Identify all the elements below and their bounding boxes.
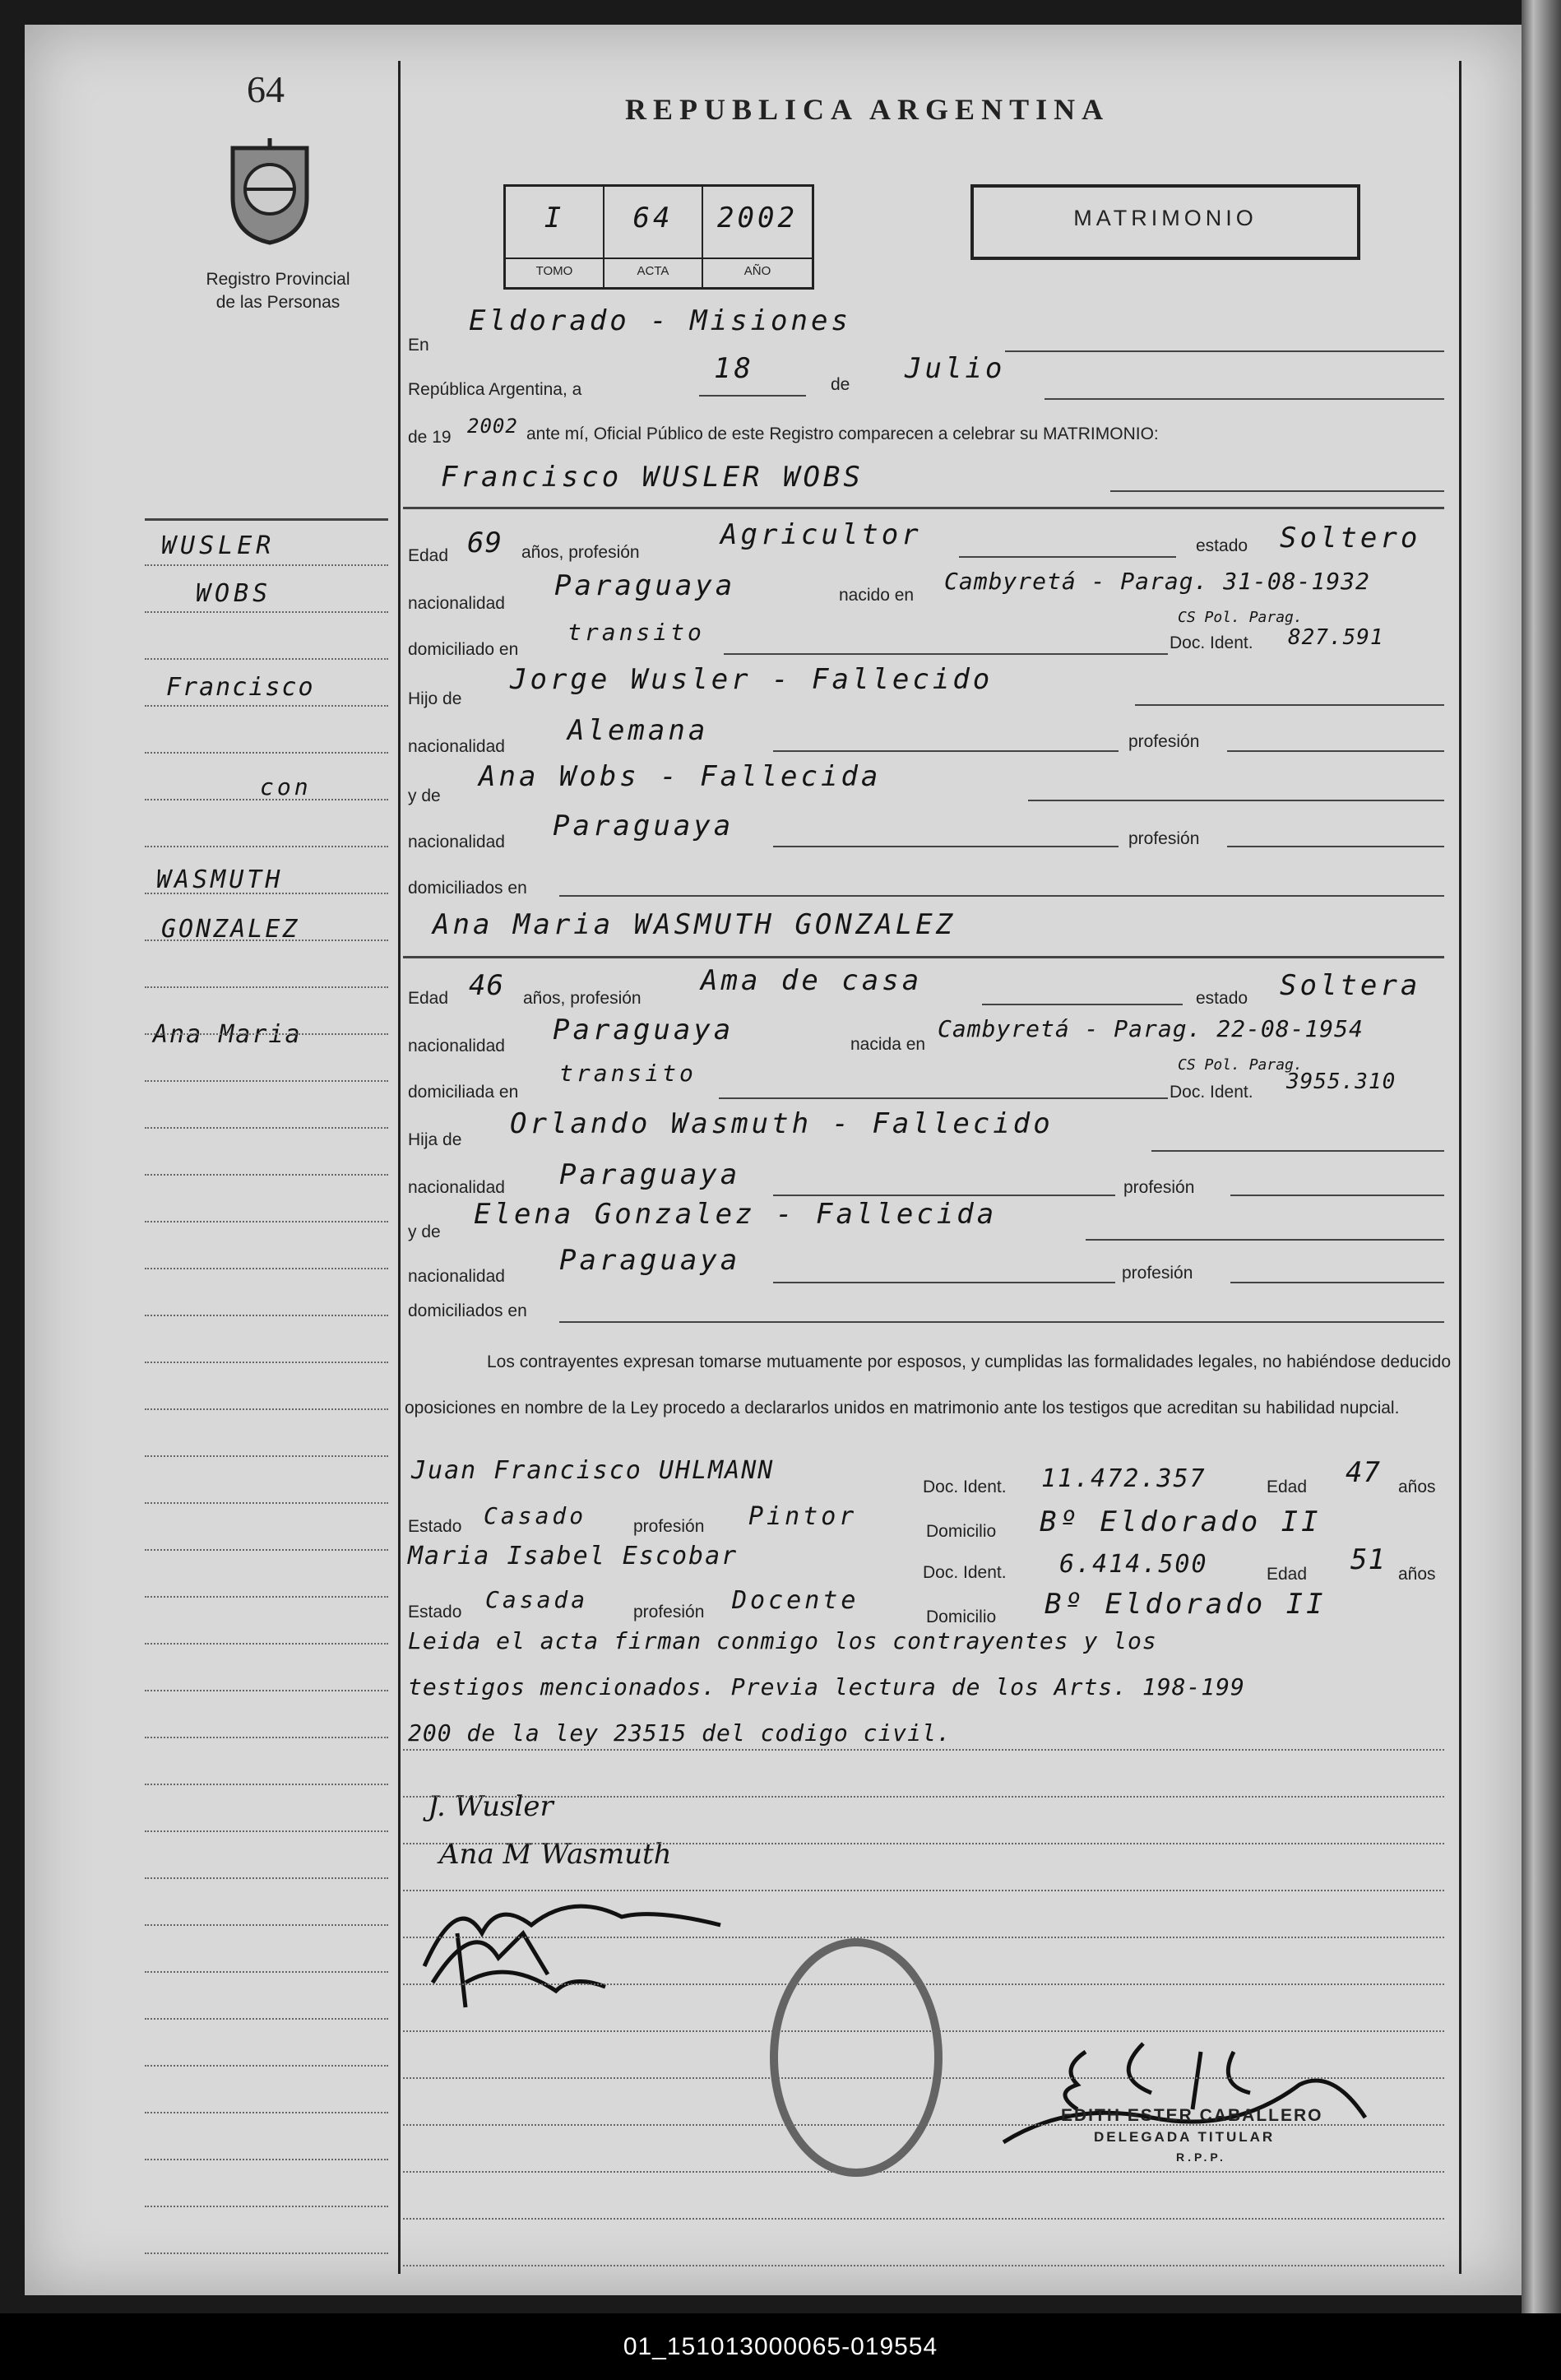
bride-doc: 3955.310 [1286, 1069, 1397, 1094]
bride-birthplace: Cambyretá - Parag. 22-08-1954 [938, 1015, 1364, 1042]
bride-nationality: Paraguaya [553, 1014, 734, 1046]
bride-mother-nationality: Paraguaya [559, 1244, 741, 1277]
image-code: 01_151013000065-019554 [623, 2333, 938, 2360]
witness1-doc: 11.472.357 [1041, 1464, 1207, 1493]
edad-label: Edad [1267, 1478, 1308, 1496]
groom-father: Jorge Wusler - Fallecido [510, 663, 994, 696]
profesion-label: profesión [633, 1603, 705, 1621]
bride-domicile: transito [559, 1060, 697, 1087]
estado-label: Estado [408, 1603, 462, 1621]
register-page [25, 25, 1522, 2295]
domiciliado-label: domiciliado en [408, 640, 519, 659]
ruled-line [403, 1843, 1444, 1844]
act-reference-table [503, 184, 814, 290]
bride-profession: Ama de casa [701, 964, 923, 997]
signature-groom: J. Wusler [428, 1790, 554, 1823]
profesion-label: profesión [1122, 1264, 1193, 1283]
ruled-line [145, 1877, 388, 1879]
line [1045, 398, 1444, 400]
nacionalidad-label: nacionalidad [408, 833, 505, 851]
witness2-profession: Docente [732, 1586, 859, 1615]
line [699, 395, 806, 397]
ruled-line [145, 1080, 388, 1082]
nacionalidad-label: nacionalidad [408, 737, 505, 756]
bride-name: Ana Maria WASMUTH GONZALEZ [433, 908, 957, 941]
anos-label: años, profesión [523, 989, 642, 1008]
line [1005, 350, 1444, 352]
ruled-line [145, 986, 388, 988]
estado-label: estado [1196, 989, 1248, 1008]
line [959, 556, 1176, 558]
groom-birthplace: Cambyretá - Parag. 31-08-1932 [944, 568, 1370, 595]
ruled-line [145, 1784, 388, 1785]
closing-line: Leida el acta firman conmigo los contrayentes y los [408, 1627, 1157, 1654]
tomo-cell [506, 187, 604, 287]
acta-value: 64 [632, 202, 674, 234]
margin-firstname: Francisco [166, 673, 315, 702]
line [773, 1282, 1115, 1283]
ruled-line [403, 1890, 1444, 1891]
ruled-line [145, 518, 388, 521]
act-type: MATRIMONIO [1073, 206, 1258, 230]
acta-cell [604, 187, 703, 287]
line [1227, 846, 1444, 847]
ruled-line [145, 1362, 388, 1363]
signature-witness-scribble [408, 1884, 737, 2016]
ano-cell [703, 187, 812, 287]
ruled-line [403, 2124, 1444, 2126]
ruled-line [145, 846, 388, 847]
witness2-status: Casada [485, 1586, 589, 1613]
line [1110, 490, 1444, 492]
line [773, 750, 1119, 752]
place-value: Eldorado - Misiones [469, 304, 851, 337]
page-number: 64 [247, 68, 285, 110]
witness2-name: Maria Isabel Escobar [408, 1542, 739, 1570]
line [1227, 750, 1444, 752]
edad-label: Edad [1267, 1565, 1308, 1584]
line [403, 956, 1444, 958]
domicilio-label: Domicilio [926, 1608, 997, 1626]
estado-label: estado [1196, 536, 1248, 555]
ruled-line [145, 799, 388, 800]
bride-mother: Elena Gonzalez - Fallecida [474, 1198, 998, 1231]
de-label: de [831, 375, 850, 394]
margin-surname: WUSLER [161, 531, 276, 560]
groom-doc-note: CS Pol. Parag. [1178, 609, 1303, 626]
ruled-line [145, 1221, 388, 1222]
witness1-name: Juan Francisco UHLMANN [411, 1456, 775, 1485]
margin-firstname: Ana Maria [153, 1020, 302, 1049]
ruled-line [145, 1643, 388, 1645]
tomo-value: I [544, 202, 565, 234]
ruled-line [145, 611, 388, 613]
ruled-line [403, 2265, 1444, 2266]
ruled-line [145, 1737, 388, 1738]
line [1230, 1282, 1444, 1283]
groom-name: Francisco WUSLER WOBS [441, 461, 864, 494]
line [1135, 704, 1444, 706]
line [773, 846, 1119, 847]
witness1-profession: Pintor [748, 1502, 858, 1531]
domiciliada-label: domiciliada en [408, 1083, 519, 1102]
witness2-domicile: Bº Eldorado II [1045, 1588, 1327, 1621]
hijo-label: Hijo de [408, 689, 462, 708]
margin-surname: WOBS [196, 579, 272, 608]
ano-label: AÑO [703, 257, 812, 278]
nacido-label: nacido en [839, 586, 915, 605]
profesion-label: profesión [1123, 1178, 1195, 1197]
ruled-line [403, 1983, 1444, 1985]
witness2-doc: 6.414.500 [1059, 1550, 1208, 1579]
official-name: EDITH ESTER CABALLERO [1061, 2106, 1323, 2125]
ruled-line [145, 1830, 388, 1832]
edad-label: Edad [408, 989, 449, 1008]
nacionalidad-label: nacionalidad [408, 1037, 505, 1055]
ruled-line [145, 1690, 388, 1691]
ruled-line [145, 1127, 388, 1129]
groom-profession: Agricultor [720, 518, 922, 551]
line [559, 1321, 1444, 1323]
closing-line: 200 de la ley 23515 del codigo civil. [408, 1719, 952, 1747]
book-edge [1522, 0, 1561, 2380]
line [1151, 1150, 1444, 1152]
profesion-label: profesión [1128, 829, 1200, 848]
closing-line: testigos mencionados. Previa lectura de los Arts. 198-199 [408, 1673, 1245, 1700]
act-type-box [970, 184, 1360, 260]
month-value: Julio [905, 352, 1006, 385]
line [982, 1004, 1183, 1005]
official-role: DELEGADA TITULAR [1094, 2129, 1276, 2145]
official-seal-stamp [770, 1938, 943, 2177]
nacida-label: nacida en [850, 1035, 926, 1054]
ruled-line [403, 2030, 1444, 2032]
line [559, 895, 1444, 897]
ruled-line [145, 2112, 388, 2113]
estado-label: Estado [408, 1517, 462, 1536]
right-rule [1459, 61, 1461, 2274]
ruled-line [145, 1268, 388, 1269]
edad-label: Edad [408, 546, 449, 565]
profesion-label: profesión [633, 1517, 705, 1536]
ruled-line [145, 658, 388, 660]
witness1-domicile: Bº Eldorado II [1040, 1505, 1322, 1538]
line [724, 653, 1168, 655]
domicilio-label: Domicilio [926, 1522, 997, 1541]
groom-father-nationality: Alemana [567, 714, 709, 747]
ruled-line [403, 1937, 1444, 1938]
ruled-line [145, 1924, 388, 1926]
en-label: En [408, 336, 429, 355]
ruled-line [145, 1549, 388, 1551]
bride-status: Soltera [1280, 969, 1421, 1002]
groom-mother: Ana Wobs - Fallecida [479, 760, 882, 793]
ruled-line [145, 1408, 388, 1410]
ruled-line [145, 705, 388, 707]
anos-label: años, profesión [521, 543, 640, 562]
witness2-age: 51 [1350, 1543, 1386, 1576]
coat-of-arms-icon [220, 132, 319, 247]
y-de-label: y de [408, 786, 441, 805]
groom-nationality: Paraguaya [554, 569, 736, 602]
groom-mother-nationality: Paraguaya [553, 810, 734, 842]
groom-doc: 827.591 [1288, 625, 1384, 650]
doc-label: Doc. Ident. [923, 1478, 1007, 1496]
ruled-line [403, 1796, 1444, 1798]
ruled-line [403, 1749, 1444, 1751]
bride-father: Orlando Wasmuth - Fallecido [510, 1107, 1054, 1140]
margin-rule [398, 61, 401, 2274]
y-de-label: y de [408, 1222, 441, 1241]
republica-label: República Argentina, a [408, 380, 582, 399]
document-title: REPUBLICA ARGENTINA [625, 93, 1110, 126]
anos-label: años [1398, 1565, 1436, 1584]
official-org: R.P.P. [1176, 2150, 1226, 2164]
ruled-line [145, 2206, 388, 2207]
ruled-line [145, 1455, 388, 1457]
ruled-line [145, 2159, 388, 2160]
signature-bride: Ana M Wasmuth [439, 1838, 672, 1871]
hija-label: Hija de [408, 1130, 462, 1149]
bride-age: 46 [469, 969, 504, 1002]
ruled-line [403, 2171, 1444, 2173]
year-value: 2002 [467, 415, 518, 438]
ruled-line [403, 2077, 1444, 2079]
registry-name: Registro Provincial de las Personas [206, 270, 350, 312]
witness1-age: 47 [1346, 1456, 1381, 1489]
doc-label: Doc. Ident. [923, 1563, 1007, 1582]
profesion-label: profesión [1128, 732, 1200, 751]
line [1086, 1239, 1444, 1241]
doc-label: Doc. Ident. [1170, 1083, 1253, 1102]
ante-text: ante mí, Oficial Público de este Registro comparecen a celebrar su MATRIMONIO: [526, 425, 1159, 443]
line [773, 1195, 1115, 1196]
groom-age: 69 [467, 527, 503, 559]
groom-domicile: transito [567, 619, 705, 646]
groom-status: Soltero [1280, 522, 1421, 554]
witness1-status: Casado [484, 1502, 587, 1529]
margin-surname: GONZALEZ [161, 915, 300, 944]
domiciliados-label: domiciliados en [408, 879, 527, 898]
ruled-line [145, 1502, 388, 1504]
ruled-line [145, 2018, 388, 2020]
ruled-line [145, 2065, 388, 2067]
ruled-line [145, 1971, 388, 1973]
ruled-line [145, 939, 388, 941]
bride-father-nationality: Paraguaya [559, 1158, 741, 1191]
line [719, 1097, 1168, 1099]
nacionalidad-label: nacionalidad [408, 1178, 505, 1197]
line [1230, 1195, 1444, 1196]
ano-value: 2002 [717, 202, 798, 234]
day-value: 18 [714, 352, 754, 385]
ruled-line [145, 752, 388, 754]
nacionalidad-label: nacionalidad [408, 594, 505, 613]
margin-surname: WASMUTH [156, 865, 284, 894]
ruled-line [145, 1315, 388, 1316]
bride-doc-note: CS Pol. Parag. [1178, 1056, 1303, 1074]
ruled-line [145, 564, 388, 566]
margin-con: con [260, 773, 312, 800]
line [403, 507, 1444, 509]
ruled-line [145, 1033, 388, 1035]
ruled-line [145, 2252, 388, 2254]
doc-label: Doc. Ident. [1170, 633, 1253, 652]
ruled-line [145, 893, 388, 894]
signature-official-scribble [987, 2035, 1398, 2167]
ruled-line [145, 1174, 388, 1176]
domiciliados-label: domiciliados en [408, 1301, 527, 1320]
anos-label: años [1398, 1478, 1436, 1496]
ruled-line [145, 1596, 388, 1598]
ruled-line [403, 2218, 1444, 2220]
line [1028, 800, 1444, 801]
year-prefix: de 19 [408, 428, 452, 447]
declaration-text: Los contrayentes expresan tomarse mutuamente por esposos, y cumplidas las formalidades legales, no habiéndose deducido oposiciones en nombre de la Ley procedo a declararlos unidos en matrimonio ante los testigos que acreditan su habilidad nupcial. [405, 1352, 1451, 1417]
nacionalidad-label: nacionalidad [408, 1267, 505, 1286]
acta-label: ACTA [604, 257, 702, 278]
tomo-label: TOMO [506, 257, 603, 278]
